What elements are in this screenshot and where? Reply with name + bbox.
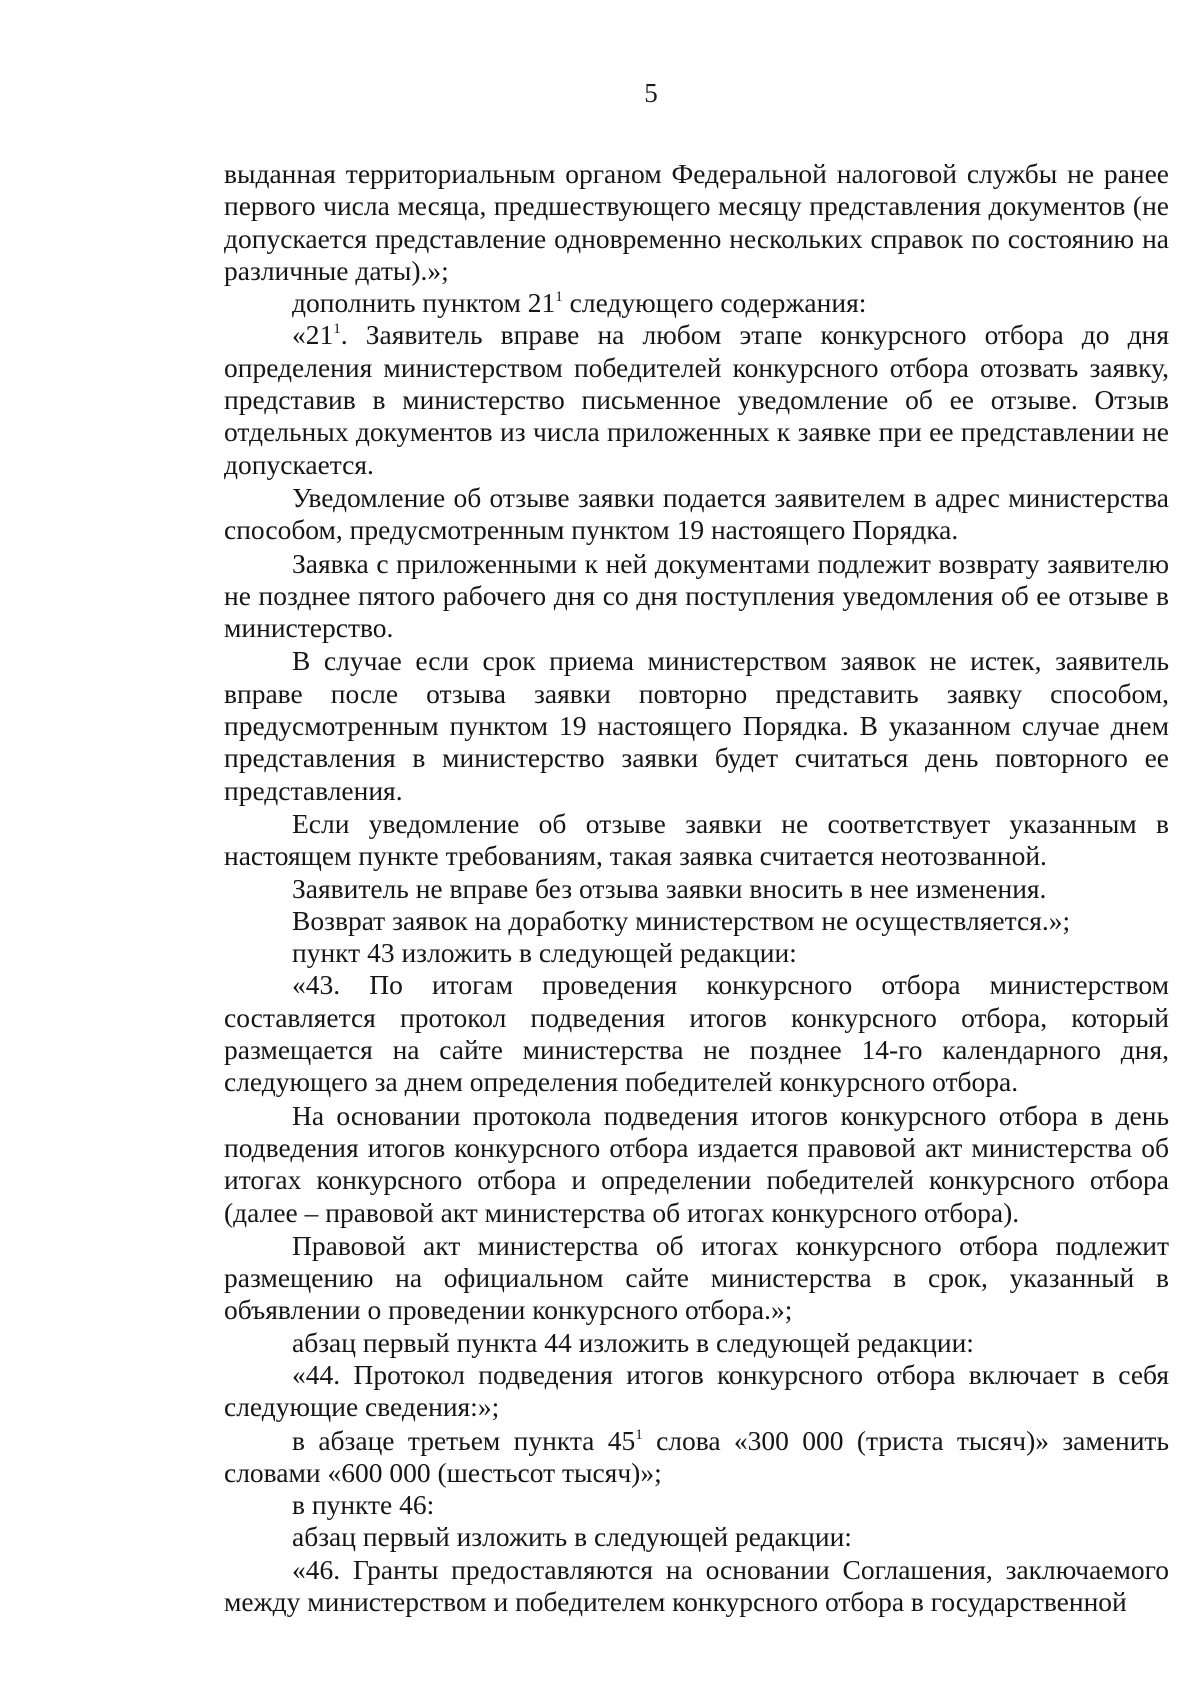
paragraph: «46. Гранты предоставляются на основании Соглашения, заключаемого между министерством и победителем конкурсного отбора в государственной — [224, 1553, 1169, 1618]
paragraph: Если уведомление об отзыве заявки не соответствует указанным в настоящем пункте требованиям, такая заявка считается неотозванной. — [224, 807, 1169, 872]
superscript: 1 — [635, 1426, 643, 1443]
paragraph: в пункте 46: — [292, 1489, 435, 1521]
paragraph: пункт 43 изложить в следующей редакции: — [292, 937, 797, 969]
paragraph: «44. Протокол подведения итогов конкурсного отбора включает в себя следующие сведения:»; — [224, 1358, 1169, 1423]
paragraph: Возврат заявок на доработку министерством не осуществляется.»; — [292, 904, 1071, 936]
superscript: 1 — [333, 321, 341, 338]
paragraph: в абзаце третьем пункта $45^1$ слова «300 000 (триста тысяч)» заменить словами «600 000 (шестьсот тысяч)»; — [224, 1424, 1169, 1488]
paragraph: «43. По итогам проведения конкурсного отбора министерством составляется протокол подведения итогов конкурсного отбора, который размещается на сайте министерства не позднее 14-го календарного дня, следующего за днем определения победителей конкурсного отбора. — [224, 969, 1169, 1098]
page-number: 5 — [644, 78, 658, 108]
paragraph: Заявитель не вправе без отзыва заявки вносить в нее изменения. — [292, 872, 1047, 904]
paragraph: Заявка с приложенными к ней документами подлежит возврату заявителю не позднее пятого рабочего дня со дня поступления уведомления об ее отзыве в министерство. — [224, 547, 1169, 644]
paragraph: «$21^1$. Заявитель вправе на любом этапе конкурсного отбора до дня определения министерством победителей конкурсного отбора отозвать заявку, представив в министерство письменное уведомление об ее отзыве. Отзыв отдельных документов из числа приложенных к заявке при ее представлении не допускается. — [224, 319, 1169, 480]
paragraph: дополнить пунктом $21^1$ следующего содержания: — [292, 287, 867, 319]
superscript: 1 — [555, 289, 563, 306]
paragraph: В случае если срок приема министерством заявок не истек, заявитель вправе после отзыва заявки повторно представить заявку способом, предусмотренным пунктом 19 настоящего Порядка. В указанном случае днем представления в министерство заявки будет считаться день повторного ее представления. — [224, 645, 1169, 806]
paragraph: Уведомление об отзыве заявки подается заявителем в адрес министерства способом, предусмотренным пунктом 19 настоящего Порядка. — [224, 481, 1169, 546]
document-body — [224, 158, 1169, 1618]
paragraph: выданная территориальным органом Федеральной налоговой службы не ранее первого числа месяца, предшествующего месяцу представления документов (не допускается представление одновременно нескольких справок по состоянию на различные даты).»; — [224, 158, 1169, 286]
paragraph: На основании протокола подведения итогов конкурсного отбора в день подведения итогов конкурсного отбора издается правовой акт министерства об итогах конкурсного отбора и определении победителей конкурсного отбора (далее – правовой акт министерства об итогах конкурсного отбора). — [224, 1099, 1169, 1228]
paragraph: абзац первый пункта 44 изложить в следующей редакции: — [292, 1326, 974, 1358]
paragraph: Правовой акт министерства об итогах конкурсного отбора подлежит размещению на официальном сайте министерства в срок, указанный в объявлении о проведении конкурсного отбора.»; — [224, 1229, 1169, 1326]
paragraph: абзац первый изложить в следующей редакции: — [292, 1521, 852, 1553]
